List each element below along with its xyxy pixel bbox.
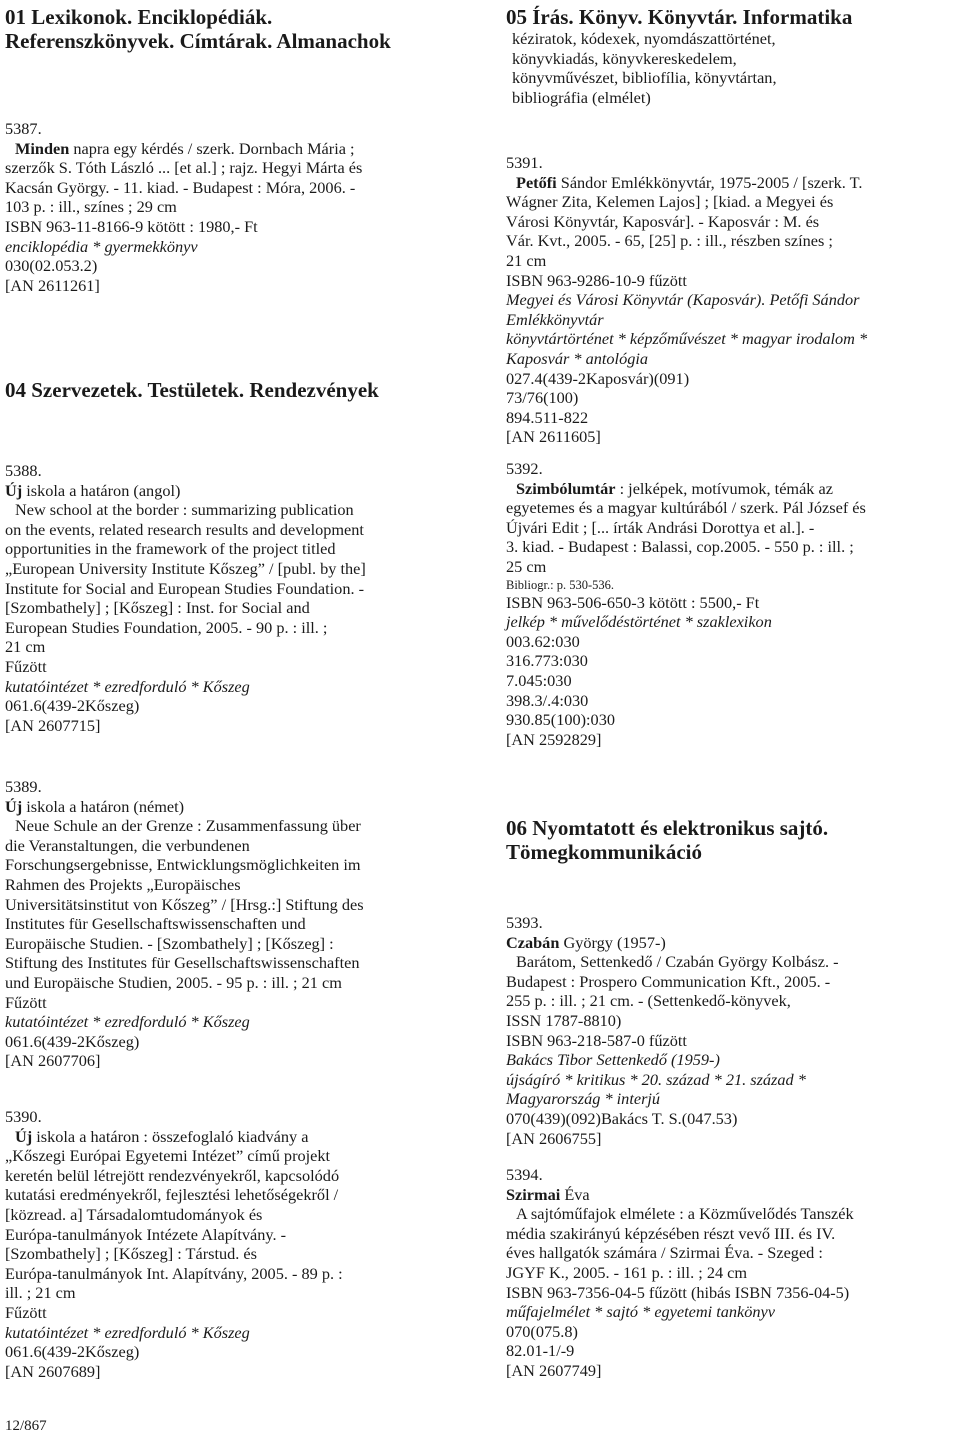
section-description-line: könyvművészet, bibliofília, könyvtártan, bbox=[512, 68, 777, 88]
section-heading-01 bbox=[5, 5, 470, 53]
entry-title-line bbox=[506, 173, 958, 193]
entry-line: opportunities in the framework of the project titled bbox=[5, 539, 336, 559]
catalog-entry-5390 bbox=[5, 1107, 470, 1381]
entry-title-line bbox=[506, 479, 958, 499]
entry-line: Kacsán György. - 11. kiad. - Budapest : Móra, 2006. - bbox=[5, 177, 356, 197]
section-title: 05 Írás. Könyv. Könyvtár. Informatika bbox=[506, 5, 853, 29]
entry-line: Újvári Edit ; [... írták Andrási Dorottya et al.]. - bbox=[506, 517, 815, 537]
entry-isbn: ISBN 963-7356-04-5 fűzött (hibás ISBN 7356-04-5) bbox=[506, 1282, 850, 1302]
entry-subjects: kutatóintézet * ezredforduló * Kőszeg bbox=[5, 676, 250, 696]
entry-number: 5389. bbox=[5, 777, 42, 796]
entry-line: JGYF K., 2005. - 161 p. : ill. ; 24 cm bbox=[506, 1262, 748, 1282]
section-description-line: könyvkiadás, könyvkereskedelem, bbox=[512, 48, 737, 68]
entry-line: [Szombathely] ; [Kőszeg] : Társtud. és bbox=[5, 1244, 257, 1264]
entry-binding: Fűzött bbox=[5, 656, 47, 676]
entry-accession-number: [AN 2607749] bbox=[506, 1360, 602, 1380]
entry-number: 5387. bbox=[5, 119, 42, 138]
entry-subjects: újságíró * kritikus * 20. század * 21. század * bbox=[506, 1069, 806, 1089]
entry-classification: 82.01-1/-9 bbox=[506, 1341, 575, 1361]
entry-title-line bbox=[506, 933, 958, 953]
section-title-line: 06 Nyomtatott és elektronikus sajtó. bbox=[506, 816, 829, 840]
entry-title-text: iskola a határon (német) bbox=[22, 796, 185, 816]
entry-classification: 030(02.053.2) bbox=[5, 256, 98, 276]
entry-classification: 7.045:030 bbox=[506, 670, 572, 690]
catalog-entry-5388 bbox=[5, 461, 470, 735]
entry-main-heading: Új bbox=[15, 1126, 33, 1146]
entry-main-heading: Szirmai bbox=[506, 1184, 561, 1204]
entry-subjects: Emlékkönyvtár bbox=[506, 309, 604, 329]
entry-line: média szakirányú képzésében részt vevő III. és IV. bbox=[506, 1223, 836, 1243]
entry-line: Europäische Studien. - [Szombathely] ; [Kőszeg] : bbox=[5, 933, 334, 953]
entry-title-text: iskola a határon : összefoglaló kiadvány a bbox=[32, 1126, 309, 1146]
entry-isbn: ISBN 963-218-587-0 fűzött bbox=[506, 1030, 687, 1050]
entry-accession-number: [AN 2606755] bbox=[506, 1128, 602, 1148]
entry-main-heading: Czabán bbox=[506, 932, 560, 952]
entry-subjects: enciklopédia * gyermekkönyv bbox=[5, 236, 198, 256]
catalog-entry-5387 bbox=[5, 119, 470, 295]
entry-line: Wágner Zita, Kelemen Lajos] ; [kiad. a Megyei és bbox=[506, 192, 834, 212]
entry-line: 21 cm bbox=[506, 250, 547, 270]
entry-title-text: : jelképek, motívumok, témák az bbox=[615, 478, 833, 498]
entry-main-heading: Minden bbox=[15, 138, 70, 158]
entry-line: ill. ; 21 cm bbox=[5, 1283, 76, 1303]
entry-main-heading: Petőfi bbox=[516, 172, 557, 192]
entry-line: éves hallgatók számára / Szirmai Éva. - Szeged : bbox=[506, 1243, 823, 1263]
entry-accession-number: [AN 2607715] bbox=[5, 715, 101, 735]
entry-number: 5392. bbox=[506, 459, 543, 478]
entry-classification: 061.6(439-2Kőszeg) bbox=[5, 1342, 140, 1362]
catalog-entry-5394 bbox=[506, 1165, 958, 1381]
entry-line: [közread. a] Társadalomtudományok és bbox=[5, 1204, 263, 1224]
entry-line: New school at the border : summarizing publication bbox=[15, 500, 354, 520]
entry-subjects: Megyei és Városi Könyvtár (Kaposvár). Petőfi Sándor bbox=[506, 290, 860, 310]
entry-line: Barátom, Settenkedő / Czabán György Kolbász. - bbox=[516, 952, 839, 972]
entry-line: Budapest : Prospero Communication Kft., 2005. - bbox=[506, 971, 831, 991]
entry-line: Európa-tanulmányok Int. Alapítvány, 2005. - 89 p. : bbox=[5, 1263, 343, 1283]
entry-number: 5388. bbox=[5, 461, 42, 480]
entry-subjects: jelkép * művelődéstörténet * szaklexikon bbox=[506, 612, 772, 632]
entry-title-text: napra egy kérdés / szerk. Dornbach Mária ; bbox=[69, 138, 355, 158]
entry-isbn: ISBN 963-506-650-3 kötött : 5500,- Ft bbox=[506, 592, 760, 612]
catalog-entry-5389 bbox=[5, 777, 470, 1071]
entry-title-line bbox=[5, 139, 470, 159]
entry-isbn: ISBN 963-9286-10-9 fűzött bbox=[506, 270, 687, 290]
entry-line: A sajtóműfajok elmélete : a Közművelődés Tanszék bbox=[516, 1204, 854, 1224]
entry-classification: 061.6(439-2Kőszeg) bbox=[5, 696, 140, 716]
entry-line: Neue Schule an der Grenze : Zusammenfassung über bbox=[15, 816, 361, 836]
entry-classification: 061.6(439-2Kőszeg) bbox=[5, 1031, 140, 1051]
section-title: 04 Szervezetek. Testületek. Rendezvények bbox=[5, 378, 379, 402]
entry-isbn: ISBN 963-11-8166-9 kötött : 1980,- Ft bbox=[5, 216, 258, 236]
entry-line: ISSN 1787-8810) bbox=[506, 1010, 622, 1030]
entry-line: Institutes für Gesellschaftswissenschaften und bbox=[5, 914, 306, 934]
catalog-entry-5393 bbox=[506, 913, 958, 1148]
entry-line: 255 p. : ill. ; 21 cm. - (Settenkedő-könyvek, bbox=[506, 991, 791, 1011]
entry-subjects: műfajelmélet * sajtó * egyetemi tankönyv bbox=[506, 1302, 776, 1322]
entry-classification: 070(439)(092)Bakács T. S.(047.53) bbox=[506, 1108, 738, 1128]
section-heading-06 bbox=[506, 816, 958, 864]
entry-number: 5394. bbox=[506, 1165, 543, 1184]
section-title-line: Referenszkönyvek. Címtárak. Almanachok bbox=[5, 29, 391, 53]
entry-line: egyetemes és a magyar kultúrából / szerk. Pál József és bbox=[506, 498, 866, 518]
entry-line: Európa-tanulmányok Intézete Alapítvány. - bbox=[5, 1224, 287, 1244]
entry-title-text: György (1957-) bbox=[559, 932, 666, 952]
entry-subjects: Bakács Tibor Settenkedő (1959-) bbox=[506, 1050, 720, 1070]
entry-line: 25 cm bbox=[506, 556, 547, 576]
entry-subjects: Magyarország * interjú bbox=[506, 1089, 661, 1109]
entry-line: Forschungsergebnisse, Entwicklungsmöglichkeiten im bbox=[5, 855, 361, 875]
entry-note: Bibliogr.: p. 530-536. bbox=[506, 577, 614, 592]
entry-subjects: könyvtártörténet * képzőművészet * magyar irodalom * bbox=[506, 329, 868, 349]
entry-line: szerzők S. Tóth László ... [et al.] ; rajz. Hegyi Márta és bbox=[5, 158, 363, 178]
entry-subjects: kutatóintézet * ezredforduló * Kőszeg bbox=[5, 1322, 250, 1342]
catalog-entry-5391 bbox=[506, 153, 958, 447]
entry-main-heading: Új bbox=[5, 480, 23, 500]
entry-line: keretén belül létrejött rendezvényekről, kapcsolódó bbox=[5, 1165, 340, 1185]
entry-classification: 003.62:030 bbox=[506, 631, 580, 651]
entry-accession-number: [AN 2592829] bbox=[506, 729, 602, 749]
entry-classification: 316.773:030 bbox=[506, 651, 588, 671]
entry-line: die Veranstaltungen, die verbundenen bbox=[5, 835, 250, 855]
entry-title-line bbox=[5, 1127, 470, 1147]
entry-number: 5390. bbox=[5, 1107, 42, 1126]
entry-line: [Szombathely] ; [Kőszeg] : Inst. for Social and bbox=[5, 598, 310, 618]
entry-main-heading: Szimbólumtár bbox=[516, 478, 616, 498]
entry-line: Rahmen des Projekts „Europäisches bbox=[5, 874, 241, 894]
section-heading-05 bbox=[506, 5, 958, 107]
entry-accession-number: [AN 2607706] bbox=[5, 1051, 101, 1071]
entry-subjects: kutatóintézet * ezredforduló * Kőszeg bbox=[5, 1012, 250, 1032]
entry-title-text: iskola a határon (angol) bbox=[22, 480, 181, 500]
entry-line: Institute for Social and European Studies Foundation. - bbox=[5, 578, 365, 598]
entry-accession-number: [AN 2611261] bbox=[5, 275, 100, 295]
entry-classification: 070(075.8) bbox=[506, 1321, 578, 1341]
entry-classification: 894.511-822 bbox=[506, 407, 589, 427]
entry-line: kutatási eredményekről, fejlesztési lehetőségekről / bbox=[5, 1185, 339, 1205]
entry-line: Vár. Kvt., 2005. - 65, [25] p. : ill., részben színes ; bbox=[506, 231, 833, 251]
entry-line: „Kőszegi Európai Egyetemi Intézet” című projekt bbox=[5, 1146, 331, 1166]
entry-line: 103 p. : ill., színes ; 29 cm bbox=[5, 197, 177, 217]
entry-accession-number: [AN 2611605] bbox=[506, 427, 601, 447]
catalog-entry-5392 bbox=[506, 459, 958, 749]
entry-main-heading: Új bbox=[5, 796, 23, 816]
entry-binding: Fűzött bbox=[5, 992, 47, 1012]
entry-line: Stiftung des Institutes für Gesellschaftswissenschaften bbox=[5, 953, 360, 973]
entry-number: 5391. bbox=[506, 153, 543, 172]
entry-line: on the events, related research results and development bbox=[5, 519, 364, 539]
entry-line: European Studies Foundation, 2005. - 90 p. : ill. ; bbox=[5, 617, 328, 637]
section-title-line: 01 Lexikonok. Enciklopédiák. bbox=[5, 5, 273, 29]
section-title-line: Tömegkommunikáció bbox=[506, 840, 703, 864]
entry-title-line bbox=[5, 797, 470, 817]
section-description-line: kéziratok, kódexek, nyomdászattörténet, bbox=[512, 29, 776, 48]
entry-subjects: Kaposvár * antológia bbox=[506, 348, 649, 368]
entry-title-text: Sándor Emlékkönyvtár, 1975-2005 / [szerk. T. bbox=[556, 172, 863, 192]
entry-classification: 930.85(100):030 bbox=[506, 710, 615, 730]
entry-line: 3. kiad. - Budapest : Balassi, cop.2005. - 550 p. : ill. ; bbox=[506, 537, 854, 557]
entry-classification: 73/76(100) bbox=[506, 388, 579, 408]
entry-title-line bbox=[5, 481, 470, 501]
entry-line: „European University Institute Kőszeg” / [publ. by the] bbox=[5, 558, 366, 578]
entry-title-text: Éva bbox=[560, 1184, 590, 1204]
entry-number: 5393. bbox=[506, 913, 543, 932]
section-description-line: bibliográfia (elmélet) bbox=[512, 87, 651, 107]
entry-classification: 027.4(439-2Kaposvár)(091) bbox=[506, 368, 690, 388]
entry-title-line bbox=[506, 1185, 958, 1205]
entry-line: 21 cm bbox=[5, 637, 46, 657]
entry-line: Universitätsinstitut von Kőszeg” / [Hrsg.:] Stiftung des bbox=[5, 894, 364, 914]
entry-classification: 398.3/.4:030 bbox=[506, 690, 589, 710]
entry-line: und Europäische Studien, 2005. - 95 p. : ill. ; 21 cm bbox=[5, 972, 342, 992]
entry-binding: Fűzött bbox=[5, 1302, 47, 1322]
entry-accession-number: [AN 2607689] bbox=[5, 1361, 101, 1381]
section-heading-04 bbox=[5, 378, 470, 402]
entry-line: Városi Könyvtár, Kaposvár]. - Kaposvár : M. és bbox=[506, 211, 820, 231]
page-number: 12/867 bbox=[5, 1418, 47, 1434]
